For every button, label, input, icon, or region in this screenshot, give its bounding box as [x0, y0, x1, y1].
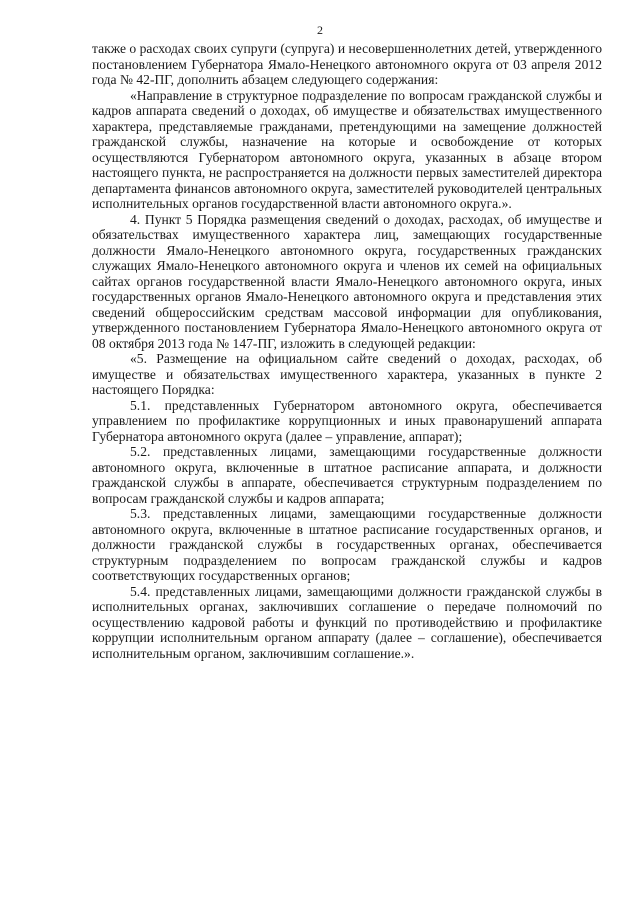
paragraph-item-5-intro: «5. Размещение на официальном сайте сведений о доходах, расходах, об имуществе и обязательствах имущественного характера, указанных в пункте 2 настоящего Порядка: — [92, 351, 602, 397]
paragraph-item-5-4: 5.4. представленных лицами, замещающими должности гражданской службы в исполнительных органах, заключивших соглашение о передаче полномочий по осуществлению кадровой работы и функций по противодействию и профилактике коррупции исполнительным органом аппарату (далее – соглашение), обеспечивается исполнительным органом, заключившим соглашение.». — [92, 583, 602, 661]
paragraph-item-5-3: 5.3. представленных лицами, замещающими государственные должности автономного округа, включенные в штатное расписание государственных органов, и должности гражданской службы в государственных органах, обеспечивается структурным подразделением по вопросам гражданской службы и кадров соответствующих государственных органов; — [92, 506, 602, 583]
paragraph-quoted-addition: «Направление в структурное подразделение по вопросам гражданской службы и кадров аппарата сведений о доходах, об имуществе и обязательствах имущественного характера, представляемые гражданами, претендующими на замещение должностей гражданской службы, назначение на которые и освобождение от которых осуществляются Губернатором автономного округа, указанных в абзаце втором настоящего пункта, не распространяется на должности первых заместителей директора департамента финансов автономного округа, заместителей руководителей центральных исполнительных органов государственной власти автономного округа.». — [92, 87, 602, 211]
page-number: 2 — [317, 23, 323, 37]
paragraph-item-5-1: 5.1. представленных Губернатором автономного округа, обеспечивается управлением по профилактике коррупционных и иных правонарушений аппарата Губернатора автономного округа (далее – управление, аппарат); — [92, 397, 602, 444]
paragraph-item-4: 4. Пункт 5 Порядка размещения сведений о доходах, расходах, об имуществе и обязательствах имущественного характера лиц, замещающих государственные должности Ямало-Ненецкого автономного округа, государственных гражданских служащих Ямало-Ненецкого автономного округа и членов их семей на официальных сайтах органов государственной власти Ямало-Ненецкого автономного округа, иных государственных органов Ямало-Ненецкого автономного округа и представления этих сведений общероссийским средствам массовой информации для опубликования, утвержденного постановлением Губернатора Ямало-Ненецкого автономного округа от 08 октября 2013 года № 147-ПГ, изложить в следующей редакции: — [92, 211, 602, 351]
document-body — [92, 41, 602, 661]
paragraph-item-5-2: 5.2. представленных лицами, замещающими государственные должности автономного округа, включенные в штатное расписание аппарата, и должности гражданской службы в аппарате, обеспечивается структурным подразделением по вопросам гражданской службы и кадров аппарата; — [92, 444, 602, 506]
paragraph-continuation: также о расходах своих супруги (супруга) и несовершеннолетних детей, утвержденного постановлением Губернатора Ямало-Ненецкого автономного округа от 03 апреля 2012 года № 42-ПГ, дополнить абзацем следующего содержания: — [92, 41, 602, 87]
